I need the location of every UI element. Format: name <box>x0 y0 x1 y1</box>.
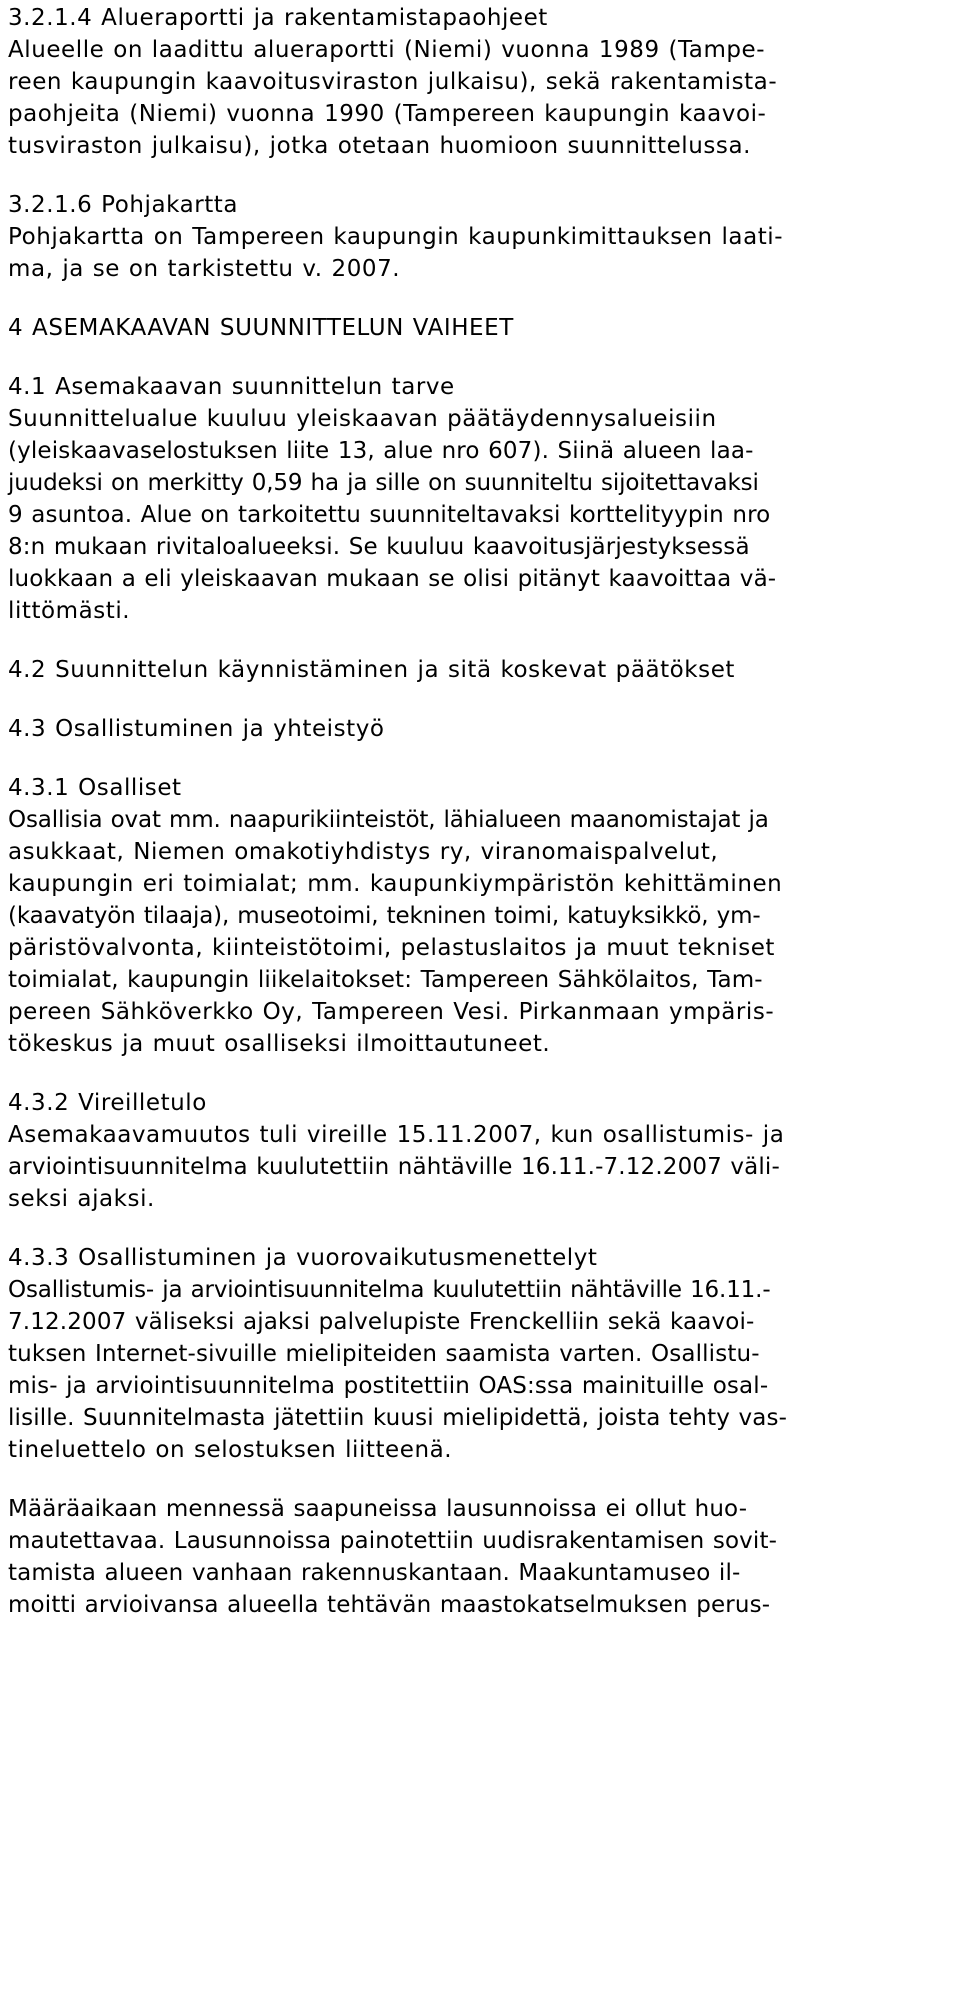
paragraph-line: kaupungin eri toimialat; mm. kaupunkiympäristön kehittäminen <box>8 871 783 897</box>
heading-vuorovaikutusmenettelyt: 4.3.3 Osallistuminen ja vuorovaikutusmenettelyt <box>8 1245 598 1271</box>
paragraph-line: reen kaupungin kaavoitusviraston julkaisu), sekä rakentamista- <box>8 69 778 95</box>
heading-vireilletulo: 4.3.2 Vireilletulo <box>8 1090 207 1116</box>
paragraph-line: pereen Sähköverkko Oy, Tampereen Vesi. Pirkanmaan ympäris- <box>8 999 775 1025</box>
paragraph-line: (yleiskaavaselostuksen liite 13, alue nro 607). Siinä alueen laa- <box>8 438 754 464</box>
paragraph-line: mis- ja arviointisuunnitelma postitettiin OAS:ssa mainituille osal- <box>8 1373 769 1399</box>
paragraph-line: Pohjakartta on Tampereen kaupungin kaupunkimittauksen laati- <box>8 224 784 250</box>
paragraph-line: Osallisia ovat mm. naapurikiinteistöt, lähialueen maanomistajat ja <box>8 807 769 833</box>
paragraph-line: Määräaikaan mennessä saapuneissa lausunnoissa ei ollut huo- <box>8 1496 748 1522</box>
paragraph-line: juudeksi on merkitty 0,59 ha ja sille on suunniteltu sijoitettavaksi <box>8 470 759 496</box>
paragraph-line: tuksen Internet-sivuille mielipiteiden saamista varten. Osallistu- <box>8 1341 760 1367</box>
paragraph-line: seksi ajaksi. <box>8 1186 155 1212</box>
paragraph-line: 8:n mukaan rivitaloalueeksi. Se kuuluu kaavoitusjärjestyksessä <box>8 534 750 560</box>
paragraph-line: 9 asuntoa. Alue on tarkoitettu suunniteltavaksi korttelityypin nro <box>8 502 771 528</box>
paragraph-line: Suunnittelualue kuuluu yleiskaavan päätäydennysalueisiin <box>8 406 717 432</box>
paragraph-line: littömästi. <box>8 598 131 624</box>
paragraph-line: (kaavatyön tilaaja), museotoimi, tekninen toimi, katuyksikkö, ym- <box>8 903 761 929</box>
paragraph-line: arviointisuunnitelma kuulutettiin nähtäville 16.11.-7.12.2007 väli- <box>8 1154 780 1180</box>
paragraph-line: 7.12.2007 väliseksi ajaksi palvelupiste Frenckelliin sekä kaavoi- <box>8 1309 755 1335</box>
paragraph-line: paohjeita (Niemi) vuonna 1990 (Tampereen kaupungin kaavoi- <box>8 101 767 127</box>
heading-pohjakartta: 3.2.1.6 Pohjakartta <box>8 192 239 218</box>
paragraph-line: tusviraston julkaisu), jotka otetaan huomioon suunnittelussa. <box>8 133 751 159</box>
paragraph-line: asukkaat, Niemen omakotiyhdistys ry, viranomaispalvelut, <box>8 839 719 865</box>
paragraph-line: Alueelle on laadittu alueraportti (Niemi) vuonna 1989 (Tampe- <box>8 37 766 63</box>
heading-alueraportti: 3.2.1.4 Alueraportti ja rakentamistapaohjeet <box>8 5 548 31</box>
paragraph-line: Osallistumis- ja arviointisuunnitelma kuulutettiin nähtäville 16.11.- <box>8 1277 771 1303</box>
paragraph-line: tökeskus ja muut osalliseksi ilmoittautuneet. <box>8 1031 551 1057</box>
paragraph-line: toimialat, kaupungin liikelaitokset: Tampereen Sähkölaitos, Tam- <box>8 967 763 993</box>
heading-osalliset: 4.3.1 Osalliset <box>8 775 182 801</box>
paragraph-line: Asemakaavamuutos tuli vireille 15.11.2007, kun osallistumis- ja <box>8 1122 785 1148</box>
heading-suunnittelun-tarve: 4.1 Asemakaavan suunnittelun tarve <box>8 374 455 400</box>
paragraph-line: moitti arvioivansa alueella tehtävän maastokatselmuksen perus- <box>8 1592 771 1618</box>
paragraph-line: luokkaan a eli yleiskaavan mukaan se olisi pitänyt kaavoittaa vä- <box>8 566 777 592</box>
heading-osallistuminen-yhteistyo: 4.3 Osallistuminen ja yhteistyö <box>8 716 385 742</box>
heading-kaynnistaminen: 4.2 Suunnittelun käynnistäminen ja sitä koskevat päätökset <box>8 657 735 683</box>
paragraph-line: tamista alueen vanhaan rakennuskantaan. Maakuntamuseo il- <box>8 1560 741 1586</box>
paragraph-line: päristövalvonta, kiinteistötoimi, pelastuslaitos ja muut tekniset <box>8 935 776 961</box>
paragraph-line: lisille. Suunnitelmasta jätettiin kuusi mielipidettä, joista tehty vas- <box>8 1405 788 1431</box>
paragraph-line: ma, ja se on tarkistettu v. 2007. <box>8 256 401 282</box>
heading-asemakaavan-suunnittelun-vaiheet: 4 ASEMAKAAVAN SUUNNITTELUN VAIHEET <box>8 315 514 341</box>
paragraph-line: tineluettelo on selostuksen liitteenä. <box>8 1437 453 1463</box>
paragraph-line: mautettavaa. Lausunnoissa painotettiin uudisrakentamisen sovit- <box>8 1528 778 1554</box>
